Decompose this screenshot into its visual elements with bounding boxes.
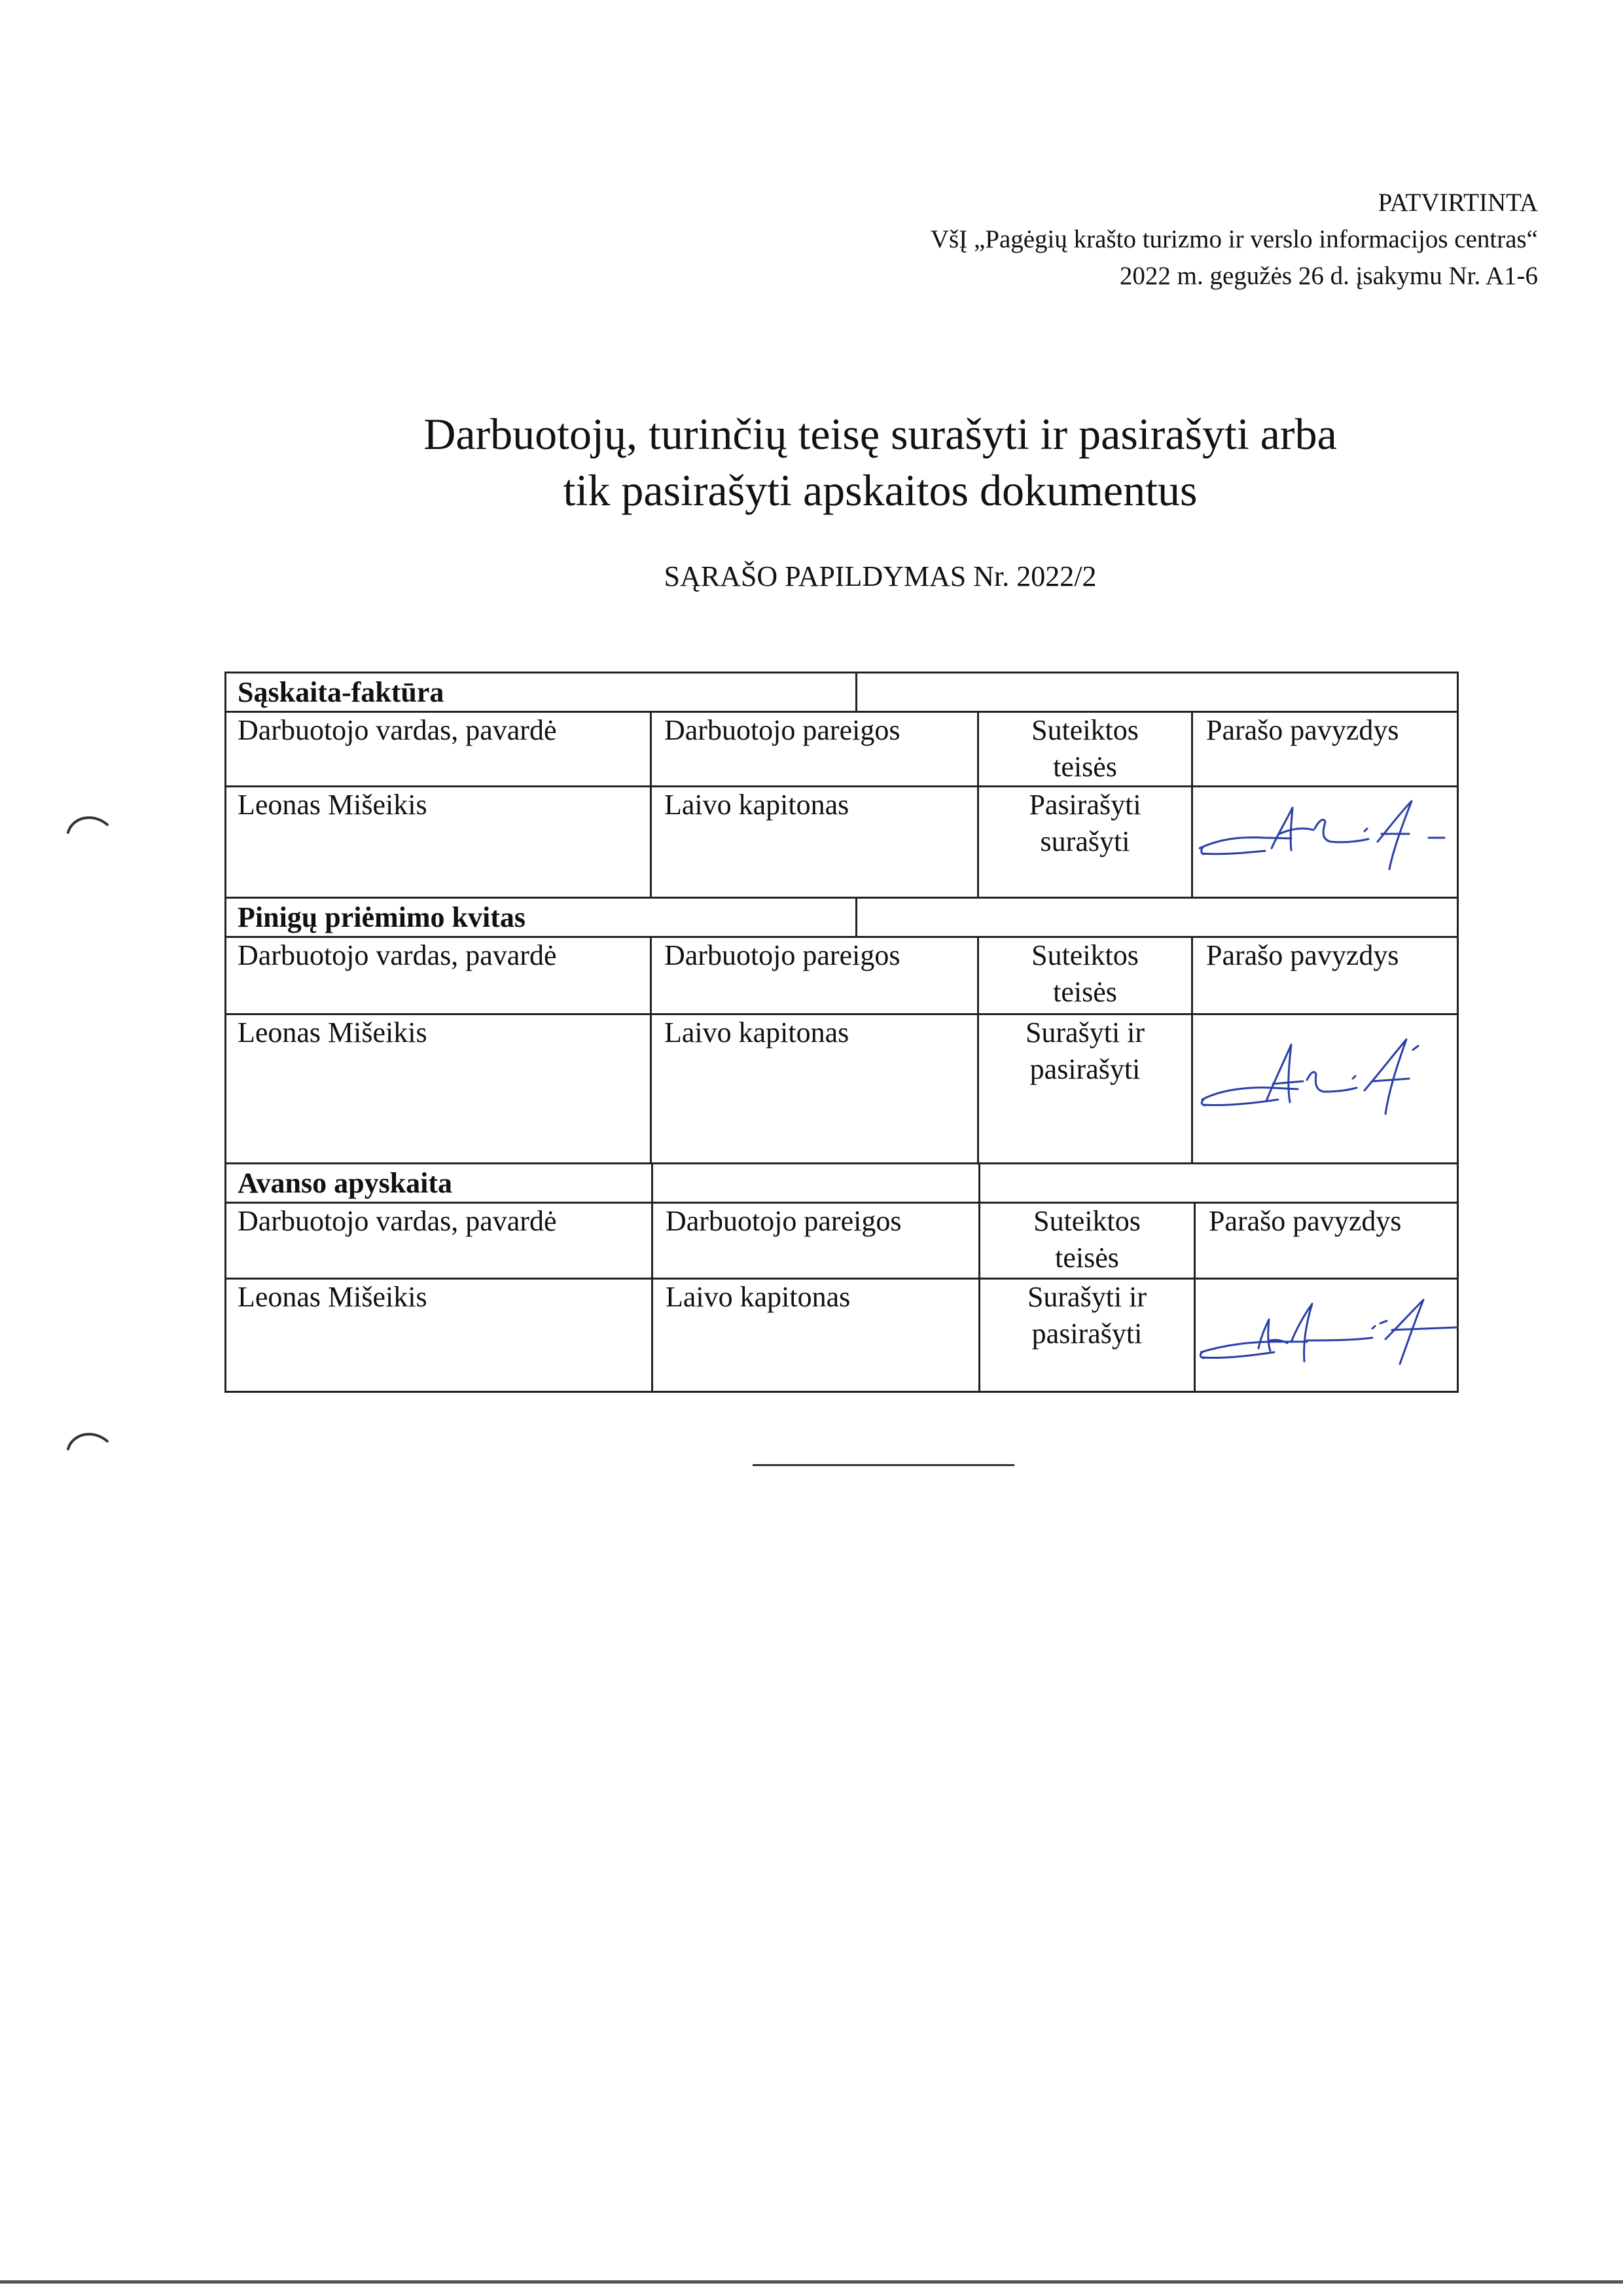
employee-rights: Pasirašyti surašyti: [1029, 789, 1141, 857]
signature-image: [1196, 1280, 1459, 1391]
punch-hole-mark: [65, 1427, 111, 1453]
column-header-rights: Suteiktos teisės: [1031, 939, 1139, 1008]
signature-image: [1193, 1016, 1459, 1162]
document-title-line-2: tik pasirašyti apskaitos dokumentus: [563, 465, 1198, 515]
employee-rights: Surašyti ir pasirašyti: [1027, 1281, 1147, 1350]
employee-name: Leonas Mišeikis: [238, 1016, 427, 1049]
signature-image: [1193, 788, 1459, 897]
document-title: [0, 406, 1623, 518]
section-title: Pinigų priėmimo kvitas: [238, 901, 526, 933]
column-header-position: Darbuotojo pareigos: [664, 714, 901, 746]
table-rule: [855, 672, 857, 711]
table-border: [224, 672, 226, 1393]
column-header-name: Darbuotojo vardas, pavardė: [238, 939, 557, 971]
employee-name: Leonas Mišeikis: [238, 1281, 427, 1313]
column-header-signature: Parašo pavyzdys: [1209, 1205, 1402, 1237]
punch-hole-mark: [65, 810, 111, 836]
approval-order: 2022 m. gegužės 26 d. įsakymu Nr. A1-6: [1119, 262, 1538, 290]
column-header-position: Darbuotojo pareigos: [664, 939, 901, 971]
table-rule: [650, 711, 652, 897]
column-header-rights: Suteiktos teisės: [1031, 714, 1139, 783]
table-rule: [651, 1202, 653, 1393]
employee-name: Leonas Mišeikis: [238, 789, 427, 821]
employee-position: Laivo kapitonas: [664, 789, 849, 821]
column-header-signature: Parašo pavyzdys: [1206, 939, 1399, 971]
employee-position: Laivo kapitonas: [664, 1016, 849, 1049]
table-rule: [224, 1162, 1459, 1164]
employee-rights-table: [224, 672, 1459, 1393]
approval-heading: PATVIRTINTA: [1378, 188, 1538, 217]
end-of-document-rule: [753, 1464, 1014, 1466]
table-rule: [650, 936, 652, 1162]
employee-rights: Surašyti ir pasirašyti: [1025, 1016, 1145, 1085]
scan-edge-line: [0, 2280, 1623, 2284]
table-border: [224, 672, 1459, 673]
table-rule: [855, 897, 857, 936]
section-title: Avanso apyskaita: [238, 1167, 453, 1199]
column-header-rights: Suteiktos teisės: [1033, 1205, 1141, 1274]
document-title-line-1: Darbuotojų, turinčių teisę surašyti ir pasirašyti arba: [423, 409, 1337, 459]
column-header-name: Darbuotojo vardas, pavardė: [238, 714, 557, 746]
document-subtitle: SĄRAŠO PAPILDYMAS Nr. 2022/2: [664, 560, 1097, 592]
table-rule: [224, 897, 1459, 899]
column-header-name: Darbuotojo vardas, pavardė: [238, 1205, 557, 1237]
column-header-signature: Parašo pavyzdys: [1206, 714, 1399, 746]
approval-block: [931, 185, 1538, 295]
column-header-position: Darbuotojo pareigos: [666, 1205, 902, 1237]
employee-position: Laivo kapitonas: [666, 1281, 851, 1313]
table-rule: [651, 1162, 653, 1202]
table-rule: [978, 1162, 980, 1202]
section-title: Sąskaita-faktūra: [238, 676, 444, 708]
approval-organization: VšĮ „Pagėgių krašto turizmo ir verslo informacijos centras“: [930, 225, 1538, 253]
